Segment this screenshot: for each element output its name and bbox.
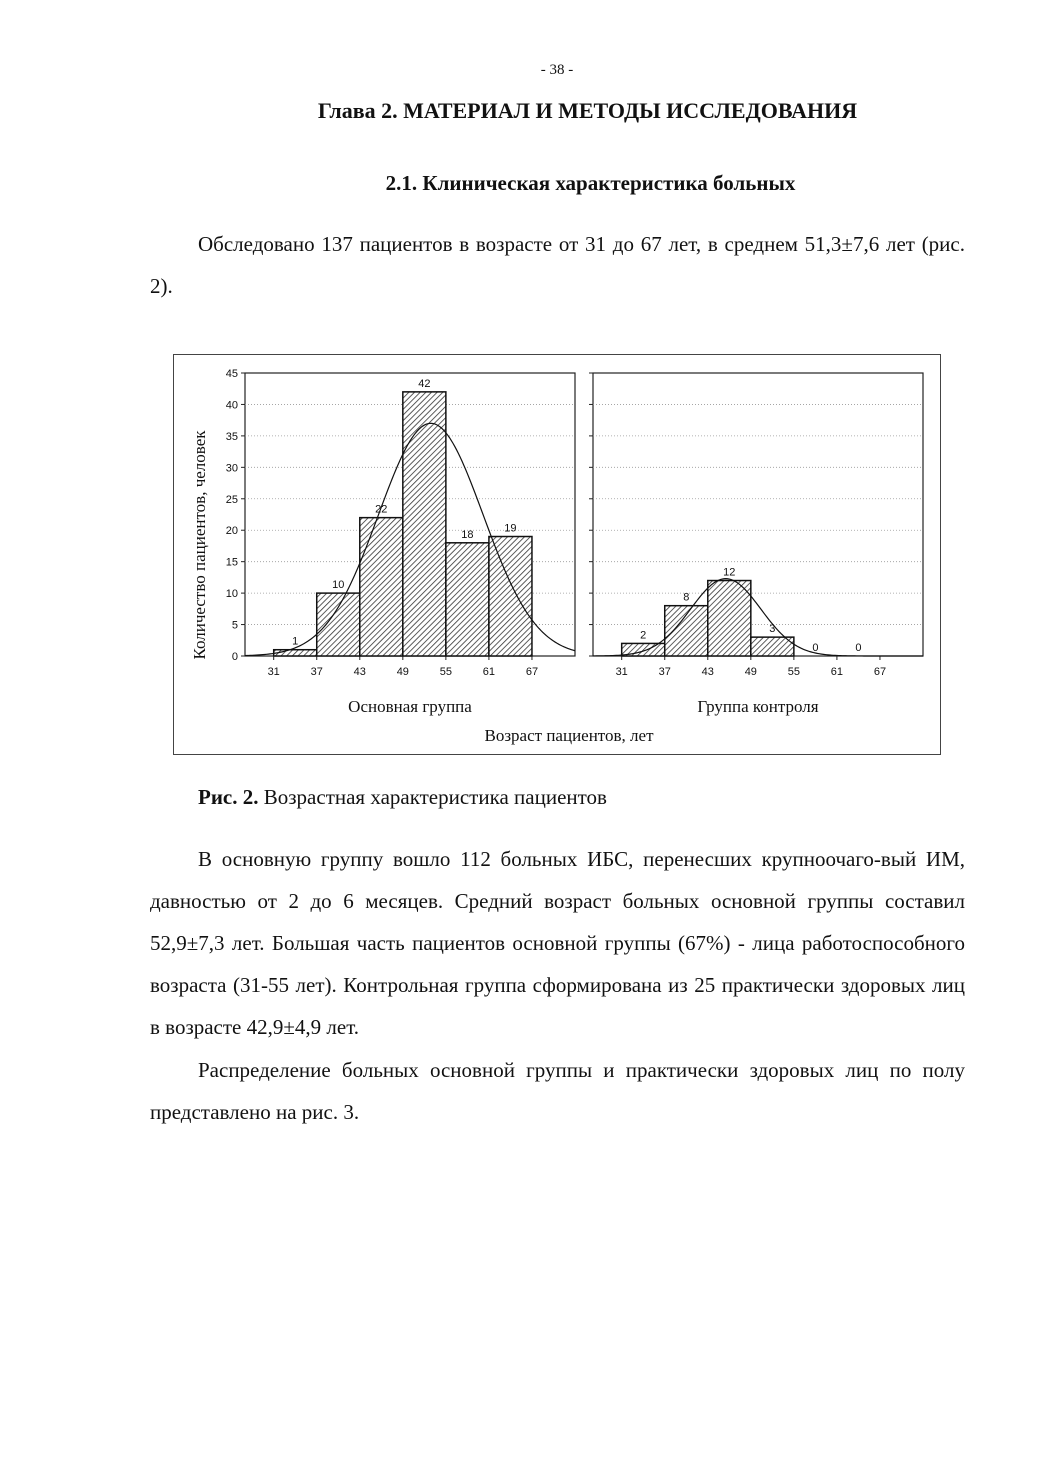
bar-value-label: 8: [683, 591, 690, 604]
chapter-title: Глава 2. МАТЕРИАЛ И МЕТОДЫ ИССЛЕДОВАНИЯ: [317, 98, 858, 123]
y-tick-label: 25: [225, 493, 238, 506]
bar-value-label: 18: [461, 528, 474, 541]
histogram-bar: [446, 543, 489, 656]
bar-value-label: 42: [418, 377, 431, 390]
x-tick-label: 61: [830, 666, 844, 678]
bar-value-label: 10: [332, 579, 345, 592]
x-tick-label: 43: [701, 666, 714, 678]
histogram-bar: [489, 537, 532, 656]
x-tick-label: 49: [744, 666, 757, 678]
x-tick-label: 67: [525, 666, 539, 678]
histogram-bar: [708, 581, 751, 656]
histogram-bar: [360, 518, 403, 656]
section-title: 2.1. Клиническая характеристика больных: [385, 171, 796, 195]
y-tick-label: 45: [225, 368, 238, 380]
y-tick-label: 40: [225, 399, 238, 412]
x-tick-label: 31: [267, 666, 280, 678]
y-tick-label: 15: [225, 556, 238, 569]
caption-text: Возрастная характеристика пациентов: [258, 785, 607, 809]
x-tick-label: 61: [482, 666, 496, 678]
y-tick-label: 5: [231, 619, 238, 632]
paragraph-sex-distribution: Распределение больных основной группы и практически здоровых лиц по полу представлено на рис. 3.: [150, 1058, 965, 1124]
chart-panel-1: [226, 368, 575, 716]
figure-age-histogram: [173, 354, 941, 755]
x-tick-label: 31: [615, 666, 628, 678]
x-tick-label: 49: [396, 666, 409, 678]
paragraph-groups: В основную группу вошло 112 больных ИБС, перенесших крупноочаго-вый ИМ, давностью от 2 до 6 месяцев. Средний возраст больных основной группы составил 52,9±7,3 лет. Большая часть пациентов основной группы (67%) - лица работоспособного возраста (31-55 лет). Контрольная группа сформирована из 25 практически здоровых лиц в возрасте 42,9±4,9 лет.: [150, 847, 965, 1039]
histogram-bar: [665, 606, 708, 656]
y-axis-label: Количество пациентов, человек: [190, 430, 209, 660]
paragraph-intro: Обследовано 137 пациентов в возрасте от 31 до 67 лет, в среднем 51,3±7,6 лет (рис. 2).: [150, 232, 965, 298]
bar-value-label: 0: [812, 642, 819, 654]
x-tick-label: 55: [787, 666, 800, 678]
x-tick-label: 67: [873, 666, 887, 678]
bar-value-label: 22: [375, 503, 388, 516]
chart-panel-2: [589, 373, 923, 716]
x-tick-label: 55: [439, 666, 452, 678]
bar-value-label: 1: [292, 635, 299, 648]
x-tick-label: 43: [353, 666, 366, 678]
bar-value-label: 0: [855, 642, 862, 654]
page-number: - 38 -: [540, 62, 574, 78]
caption-label: Рис. 2.: [198, 785, 259, 809]
y-tick-label: 20: [225, 525, 238, 538]
x-axis-label: Возраст пациентов, лет: [484, 726, 654, 745]
y-tick-label: 30: [225, 462, 238, 475]
figure-caption: [198, 785, 607, 810]
panel-subtitle: Группа контроля: [697, 697, 819, 716]
bar-value-label: 12: [723, 566, 736, 579]
bar-value-label: 3: [769, 623, 776, 636]
histogram-bar: [317, 593, 360, 656]
chart-svg: [174, 355, 940, 754]
bar-value-label: 2: [640, 629, 647, 642]
y-tick-label: 35: [225, 430, 238, 443]
histogram-bar: [403, 392, 446, 656]
panel-subtitle: Основная группа: [348, 697, 472, 716]
plot-frame: [593, 373, 923, 656]
y-tick-label: 0: [231, 651, 238, 663]
bar-value-label: 19: [504, 522, 517, 535]
x-tick-label: 37: [310, 666, 323, 678]
x-tick-label: 37: [658, 666, 671, 678]
y-tick-label: 10: [225, 588, 238, 601]
